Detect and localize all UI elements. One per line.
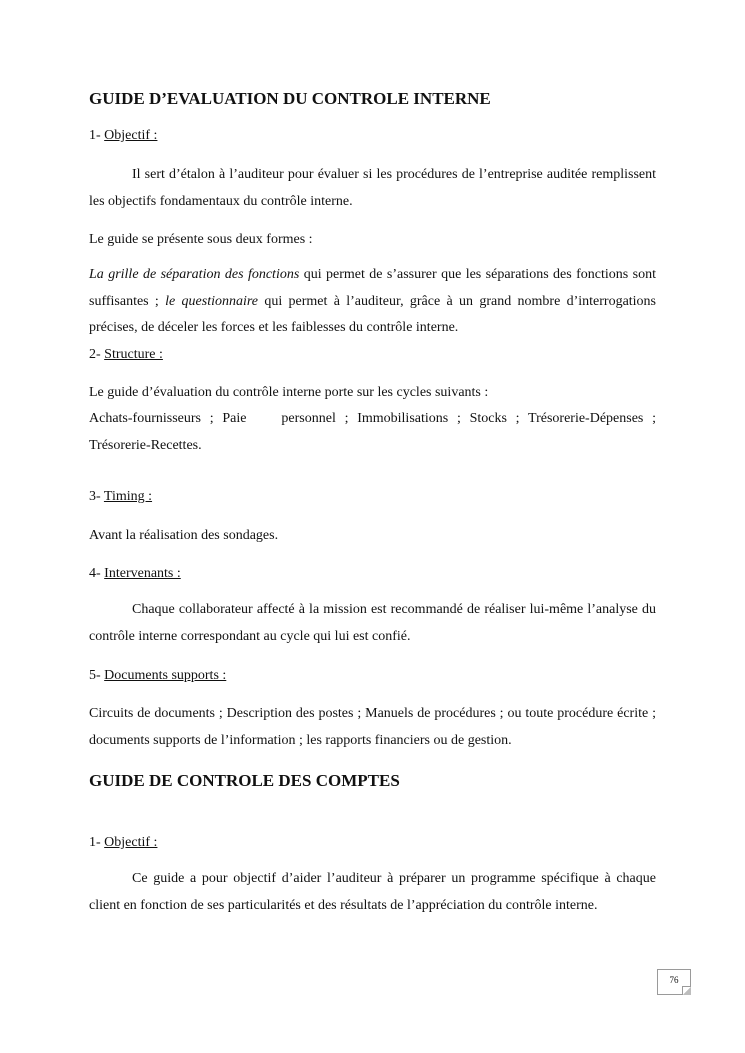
heading-number: 1-: [89, 128, 105, 143]
term-questionnaire: le questionnaire: [165, 293, 259, 309]
paragraph-intervenants: Chaque collaborateur affecté à la mission est recommandé de réaliser lui-même l’analyse du contrôle interne correspondant au cycle qui lui est confié.: [89, 602, 656, 644]
heading-number: 3-: [89, 489, 104, 504]
paragraph-documents: Circuits de documents ; Description des postes ; Manuels de procédures ; ou toute procédure écrite ; documents supports de l’information ; les rapports financiers ou de gestion.: [89, 706, 656, 748]
paragraph-formes: [89, 262, 656, 342]
heading-label: Structure :: [104, 347, 163, 362]
text-grille: qui permet de s’assurer que les séparations des fonctions sont suffisantes ;: [89, 267, 656, 309]
heading-structure: [89, 345, 656, 365]
paragraph-formes-intro: Le guide se présente sous deux formes :: [89, 232, 313, 247]
heading-number: 5-: [89, 668, 105, 683]
heading-objectif-comptes: [89, 833, 656, 853]
page-number-box: [657, 969, 691, 995]
heading-timing: [89, 487, 656, 507]
cycles-line-2: Trésorerie-Recettes.: [89, 438, 202, 453]
heading-label: Documents supports :: [104, 668, 227, 683]
heading-number: 2-: [89, 347, 105, 362]
heading-documents: [89, 666, 656, 686]
term-grille: La grille de séparation des fonctions: [89, 267, 300, 282]
section-title-comptes: GUIDE DE CONTROLE DES COMPTES: [89, 771, 400, 790]
heading-objectif: [89, 126, 656, 146]
page-fold-corner: [682, 986, 691, 995]
heading-label: Objectif :: [104, 128, 158, 143]
page-number: 76: [669, 975, 679, 985]
paragraph-objectif: Il sert d’étalon à l’auditeur pour évaluer si les procédures de l’entreprise auditée remplissent les objectifs fondamentaux du contrôle interne.: [89, 167, 656, 209]
heading-label: Objectif :: [104, 835, 158, 850]
heading-number: 4-: [89, 566, 105, 581]
heading-number: 1-: [89, 835, 105, 850]
heading-label: Timing :: [103, 489, 153, 504]
paragraph-timing: Avant la réalisation des sondages.: [89, 528, 279, 543]
section-title-evaluation: GUIDE D’EVALUATION DU CONTROLE INTERNE: [89, 89, 491, 108]
heading-intervenants: [89, 564, 656, 584]
cycles-line-1: Achats-fournisseurs ; Paie personnel ; Immobilisations ; Stocks ; Trésorerie-Dépenses ;: [89, 411, 656, 426]
text-questionnaire: qui permet à l’auditeur, grâce à un grand nombre d’interrogations précises, de déceler les forces et les faiblesses du contrôle interne.: [89, 293, 657, 335]
paragraph-structure-intro: Le guide d’évaluation du contrôle interne porte sur les cycles suivants :: [89, 385, 489, 400]
paragraph-objectif-comptes: Ce guide a pour objectif d’aider l’auditeur à préparer un programme spécifique à chaque client en fonction de ses particularités et des résultats de l’appréciation du contrôle interne.: [89, 871, 656, 913]
heading-label: Intervenants :: [104, 566, 181, 581]
